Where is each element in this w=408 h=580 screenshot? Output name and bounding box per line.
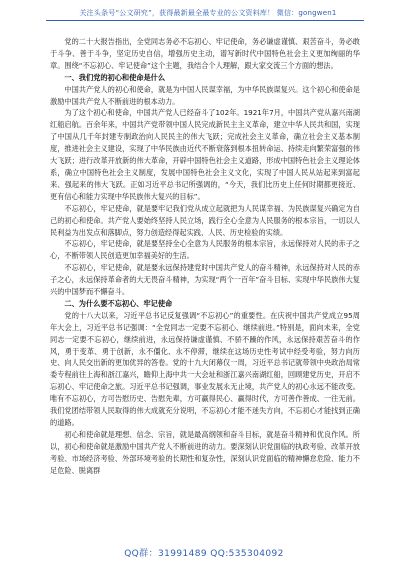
paragraph: 党的十八大以来，习近平总书记反复强调“不忘初心”的重要性。在庆祝中国共产党成立95周年大会上，习近平总书记强调：“全党同志一定要不忘初心、继续前进。”特别是，面向未来，全党同志一定要不忘初心，继续前进，永远保持谦虚谨慎、不骄不躁的作风，永远保持艰苦奋斗的作风，勇于变革、勇于创新，永不僵化、永不停滞，继续在这场历史性考试中经受考验，努力向历史、向人民交出新的更加优异的答卷。党的十九大闭幕仅一周，习近平总书记就带领中央政治局常委专程前往上海和浙江嘉兴，瞻仰上海中共一大会址和浙江嘉兴南湖红船，回顾建党历史，开启不忘初心、牢记使命之旅。习近平总书记强调，事业发展永无止境，共产党人的初心永远不能改变。唯有不忘初心，方可告慰历史、告慰先辈，方可赢得民心、赢得时代，方可善作善成、一往无前。我们党团结带领人民取得的伟大成就充分说明，不忘初心才能不迷失方向，不忘初心才能找到正确的道路。 xyxy=(50,310,360,427)
footer-contact-text: QQ群：31991489 QQ:535304092 xyxy=(124,549,284,559)
page-footer xyxy=(0,546,408,566)
document-body xyxy=(50,36,360,477)
header-banner-text: 关注头条号“公文研究”，获得最新最全最专业的公文资料库！ 微信：gongwen1 xyxy=(79,9,337,17)
page-header xyxy=(0,0,408,40)
paragraph: 不忘初心，牢记使命，就是要永远保持建党时中国共产党人的奋斗精神，永远保持对人民的赤子之心，永远保持革命者的大无畏奋斗精神，为实现“两个一百年”奋斗目标、实现中华民族伟大复兴的中国梦而不懈奋斗。 xyxy=(50,263,360,297)
paragraph: 为了这个初心和使命，中国共产党人已经奋斗了102年。1921年7月，中国共产党从嘉兴南湖红船启航。百余年来，中国共产党带领中国人民完成新民主主义革命，建立中华人民共和国，实现了中国从几千年封建专制政治向人民民主的伟大飞跃；完成社会主义革命，确立社会主义基本制度，推进社会主义建设，实现了中华民族由近代不断衰落到根本扭转命运、持续走向繁荣富强的伟大飞跃；进行改革开放新的伟大革命，开辟中国特色社会主义道路，形成中国特色社会主义理论体系，确立中国特色社会主义制度，发展中国特色社会主义文化，实现了中国人民从站起来到富起来、强起来的伟大飞跃。正如习近平总书记所强调的，“今天，我们比历史上任何时期都更接近、更有信心和能力实现中华民族伟大复兴的目标”。 xyxy=(50,108,360,201)
header-divider xyxy=(46,20,364,21)
section-heading-1: 一、我们党的初心和使命是什么 xyxy=(64,72,166,82)
paragraph: 中国共产党人的初心和使命，就是为中国人民谋幸福，为中华民族谋复兴。这个初心和使命是激励中国共产党人不断前进的根本动力。 xyxy=(50,84,360,106)
intro-paragraph: 党的二十大报告指出，全党同志务必不忘初心、牢记使命，务必谦虚谨慎、艰苦奋斗，务必敢于斗争、善于斗争，坚定历史自信，增强历史主动，谱写新时代中国特色社会主义更加绚丽的华章。围绕“不忘初心、牢记使命”这个主题，我结合个人理解，跟大家交流三个方面的想法。 xyxy=(50,37,360,70)
paragraph: 初心和使命就是理想、信念、宗旨，就是最高纲领和奋斗目标，就是奋斗精神和优良作风。所以，初心和使命就是激励中国共产党人不断前进的动力。要深刻认识党面临的执政考验、改革开放考验、市场经济考验、外部环境考验的长期性和复杂性，深刻认识党面临的精神懈怠危险、能力不足危险、脱离群 xyxy=(50,429,360,475)
paragraph: 不忘初心，牢记使命，就是要牢记我们党从成立起就把为人民谋幸福、为民族谋复兴确定为自己的初心和使命。共产党人要始终坚持人民立场，践行全心全意为人民服务的根本宗旨，一切以人民利益为出发点和落脚点，努力创造经得起实践、人民、历史检验的实绩。 xyxy=(50,203,360,237)
paragraph: 不忘初心，牢记使命，就是要坚持全心全意为人民服务的根本宗旨，永远保持对人民的赤子之心，不断带领人民创造更加幸福美好的生活。 xyxy=(50,239,360,261)
section-heading-2: 二、为什么要不忘初心、牢记使命 xyxy=(64,298,173,308)
